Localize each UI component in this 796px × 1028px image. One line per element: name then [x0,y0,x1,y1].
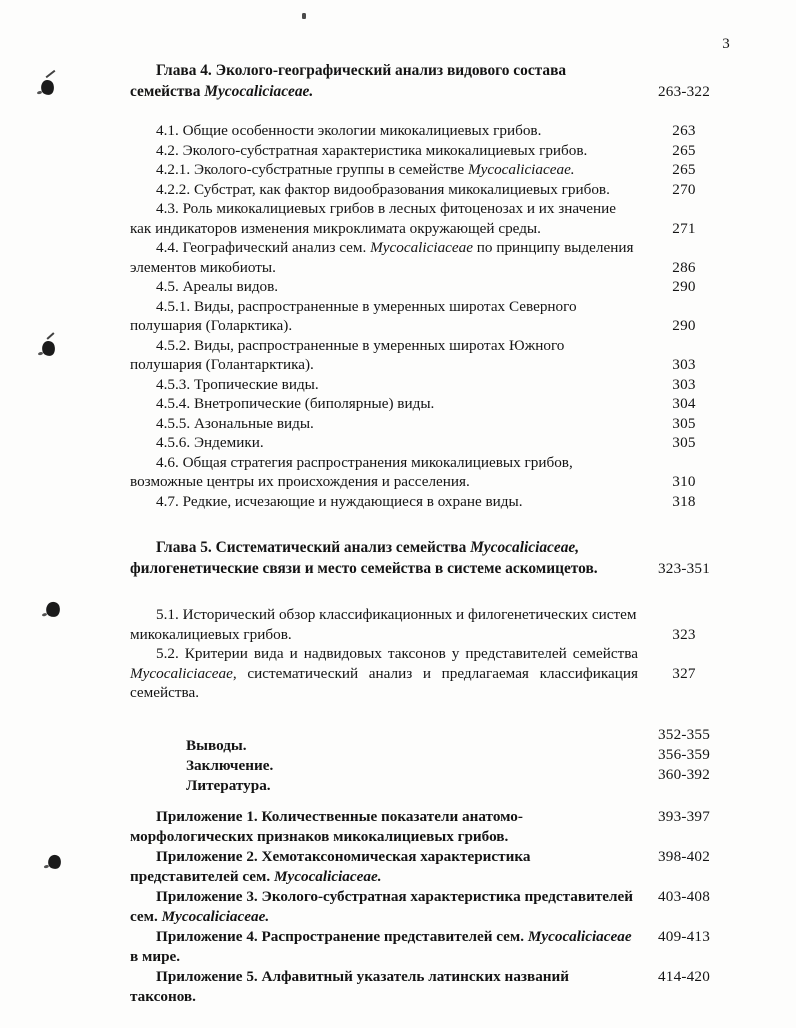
toc-entry-4-2-page: 265 [672,141,696,159]
toc-entry-4-6[interactable] [130,453,730,492]
frontmatter-pages [638,725,730,785]
toc-entry-4-5-3[interactable] [130,375,730,395]
chapter-5-title [130,537,638,579]
toc-entry-4-7[interactable] [130,492,730,512]
toc-entry-4-3-label: 4.3. Роль микокалициевых грибов в лесных фитоценозах и их значение как индикаторов изменения микроклимата окружающей среды. [130,200,616,237]
toc-entry-4-5-6-label: 4.5.6. Эндемики. [156,434,264,451]
chapter-4-title-line2-prefix: семейства [130,83,205,100]
scan-speck-top [302,13,306,19]
ink-blot-3 [44,601,61,619]
toc-entry-4-3[interactable] [130,199,730,238]
toc-entry-4-3-page: 271 [672,219,696,237]
toc-entry-4-2-2-page: 270 [672,180,696,198]
toc-entry-5-2-suffix: , систематический анализ и предлагаемая классификация семейства. [130,664,638,701]
ink-blot-2 [40,340,56,358]
toc-entry-4-2[interactable] [130,141,730,161]
toc-entry-4-7-label: 4.7. Редкие, исчезающие и нуждающиеся в охране виды. [156,492,523,510]
toc-entry-4-4-suffix: по принципу выделения элементов микобиоты. [130,239,634,276]
chapter-5-title-latin-name: Mycocaliciaceae, [470,539,580,556]
toc-appendix-2-pages: 398-402 [657,847,711,865]
frontmatter-label-conclusions[interactable]: Выводы. [186,736,247,754]
toc-entry-5-1[interactable] [130,605,730,644]
toc-appendix-5-pages: 414-420 [657,967,711,985]
toc-appendix-3-label [130,887,638,927]
toc-entry-4-2-1-latin-name: Mycocaliciaceae. [467,161,575,178]
toc-entry-4-6-page: 310 [672,473,696,490]
toc-entry-4-5-label: 4.5. Ареалы видов. [156,278,279,295]
toc-entry-4-5-1[interactable] [130,297,730,336]
toc-entry-4-5[interactable] [130,277,730,297]
toc-entry-4-4-page: 286 [672,258,696,276]
toc-appendix-3-latin-name: Mycocaliciaceae. [161,907,270,925]
toc-entry-4-5-2[interactable] [130,336,730,375]
toc-appendix-3-pages: 403-408 [657,887,711,905]
toc-appendix-3[interactable] [130,887,730,927]
toc-entry-5-2-page: 327 [672,664,696,682]
frontmatter-page-summary: 356-359 [657,745,711,763]
toc-entry-4-5-5[interactable] [130,414,730,434]
frontmatter-labels [186,736,273,796]
toc-entry-4-2-label: 4.2. Эколого-субстратная характеристика микокалициевых грибов. [156,141,588,159]
toc-entry-4-2-1-prefix: 4.2.1. Эколого-субстратные группы в семействе [156,161,468,178]
toc-entry-4-5-4-page: 304 [672,395,696,412]
chapter-4-title [130,60,638,102]
toc-entry-4-5-5-label: 4.5.5. Азональные виды. [156,414,314,432]
toc-entry-4-4-label [130,238,638,277]
toc-entry-4-1-page: 263 [672,122,696,139]
frontmatter-label-summary[interactable]: Заключение. [186,756,274,774]
toc-appendix-1-label: Приложение 1. Количественные показатели анатомо-морфологических признаков микокалициевых грибов. [130,807,523,845]
chapter-5-title-line2: филогенетические связи и место семейства в системе аскомицетов. [130,560,598,577]
toc-appendix-4[interactable] [130,927,730,967]
toc-entry-4-4-latin-name: Mycocaliciaceae [370,239,473,256]
chapter-5-title-prefix: Глава 5. Систематический анализ семейства [156,539,471,556]
toc-entry-5-1-page: 323 [672,625,696,643]
chapter-4-title-line1: Глава 4. Эколого-географический анализ видового состава [156,62,567,79]
toc-entry-4-2-2-label: 4.2.2. Субстрат, как фактор видообразования микокалициевых грибов. [156,180,610,198]
toc-entry-4-5-3-label: 4.5.3. Тропические виды. [156,375,319,393]
toc-appendix-4-prefix: Приложение 4. Распространение представителей сем. [156,927,528,945]
ink-blot-1 [39,79,55,97]
toc-content [130,60,730,1007]
page-number: 3 [722,36,730,52]
toc-appendix-2[interactable] [130,847,730,887]
toc-entry-4-4-prefix: 4.4. Географический анализ сем. [156,239,371,256]
toc-appendix-2-label [130,847,638,887]
toc-appendix-4-latin-name: Mycocaliciaceae [527,927,632,945]
toc-entry-4-5-1-label: 4.5.1. Виды, распространенные в умеренных широтах Северного полушария (Голарктика). [130,297,577,334]
frontmatter-page-references: 360-392 [657,765,711,783]
toc-entry-4-2-1-label [130,160,638,180]
chapter-5-pages: 323-351 [657,560,711,577]
toc-appendix-4-pages: 409-413 [657,927,711,945]
toc-entry-4-2-1[interactable] [130,160,730,180]
toc-entry-4-5-page: 290 [672,278,696,295]
toc-appendix-5[interactable] [130,967,730,1007]
toc-appendix-2-prefix: Приложение 2. Хемотаксономическая характеристика представителей сем. [130,847,531,885]
toc-entry-4-5-6[interactable] [130,433,730,453]
toc-appendix-1[interactable] [130,807,730,847]
toc-chapter-5-heading[interactable] [130,537,730,579]
toc-entry-4-5-4[interactable] [130,394,730,414]
frontmatter-page-conclusions: 352-355 [657,725,711,743]
toc-frontmatter-group [130,725,730,807]
chapter-4-title-latin-name: Mycocaliciaceae. [204,83,314,100]
toc-entry-4-7-page: 318 [672,492,696,510]
toc-appendix-4-suffix: в мире. [130,947,181,965]
toc-entry-4-5-5-page: 305 [672,414,696,432]
toc-appendix-3-prefix: Приложение 3. Эколого-субстратная характеристика представителей сем. [130,887,634,925]
frontmatter-label-references[interactable]: Литература. [186,776,271,794]
toc-entry-5-1-label: 5.1. Исторический обзор классификационных и филогенетических систем микокалициевых грибов. [130,606,637,643]
chapter-4-pages: 263-322 [657,83,711,100]
toc-appendix-2-latin-name: Mycocaliciaceae. [273,867,382,885]
toc-appendix-4-label [130,927,638,967]
toc-entry-4-1-label: 4.1. Общие особенности экологии микокалициевых грибов. [156,122,542,139]
toc-entry-4-6-label: 4.6. Общая стратегия распространения микокалициевых грибов, возможные центры их происхождения и расселения. [130,453,573,490]
toc-entry-4-5-6-page: 305 [672,434,696,451]
ink-blot-2-tail [46,332,54,340]
toc-chapter-4-heading[interactable] [130,60,730,102]
toc-entry-4-2-2[interactable] [130,180,730,200]
toc-entry-4-2-1-page: 265 [672,161,696,178]
toc-entry-4-5-3-page: 303 [672,375,696,393]
ink-blot-4 [46,854,62,871]
toc-entry-4-5-2-page: 303 [672,356,696,373]
ink-blot-1-tail [46,70,56,78]
toc-appendix-1-pages: 393-397 [657,807,711,825]
toc-entry-4-5-2-label: 4.5.2. Виды, распространенные в умеренных широтах Южного полушария (Голантарктика). [130,336,565,373]
toc-entry-5-2-latin-name: Mycocaliciaceae [130,664,233,682]
toc-entry-5-2-prefix: 5.2. Критерии вида и надвидовых таксонов у представителей семейства [156,645,638,662]
toc-entry-4-5-1-page: 290 [672,317,696,334]
toc-entry-5-2[interactable] [130,644,730,703]
toc-entry-4-1[interactable] [130,121,730,141]
toc-entry-4-4[interactable] [130,238,730,277]
toc-entry-4-5-4-label: 4.5.4. Внетропические (биполярные) виды. [156,395,435,412]
toc-entry-5-2-label [130,644,638,703]
toc-appendix-5-label: Приложение 5. Алфавитный указатель латинских названий таксонов. [130,967,570,1005]
